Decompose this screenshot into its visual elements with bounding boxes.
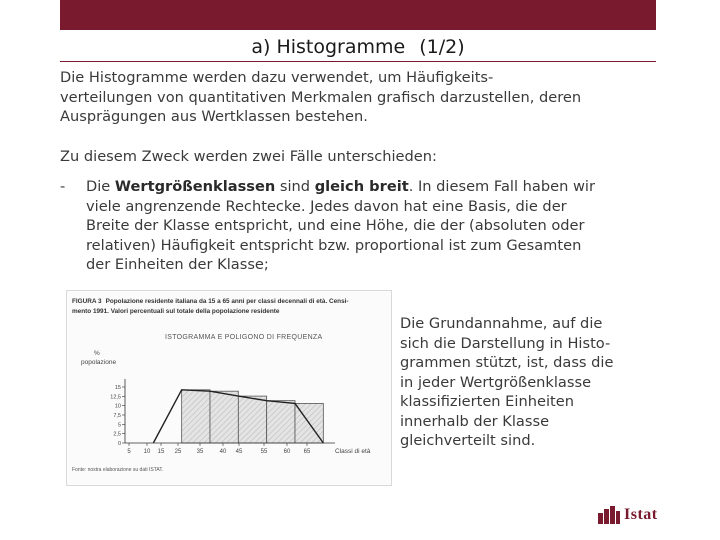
x-tick-label: 5: [127, 449, 131, 455]
x-tick-label: 25: [174, 449, 182, 455]
figure-caption-line1: [72, 298, 349, 305]
chart-source: Fonte: nostra elaborazione su dati ISTAT.: [72, 467, 164, 473]
istat-logo-icon: [598, 506, 620, 524]
x-axis-label: Classi di età: [335, 448, 371, 455]
x-tick-label: 60: [283, 449, 291, 455]
histogram-bar: [238, 396, 266, 443]
x-tick-label: 40: [219, 449, 227, 455]
side-note-line: gleichverteilt sind.: [400, 432, 536, 449]
side-note-line: in jeder Wertgrößenklasse: [400, 373, 592, 391]
x-tick-label: 55: [260, 449, 268, 455]
x-tick-label: 65: [303, 449, 311, 455]
side-note-line: sich die Darstellung in Histo-: [400, 334, 611, 352]
intro-paragraph: [60, 68, 660, 127]
histogram-figure: [66, 290, 392, 486]
y-tick-label: 5: [117, 422, 121, 429]
figure-caption-text: Popolazione residente italiana da 15 a 65 anni per classi decennali di età. Censi-: [105, 298, 349, 305]
bullet-line: viele angrenzende Rechtecke. Jedes davon hat eine Basis, die der: [86, 197, 567, 215]
bullet-text: . In diesem Fall haben wir: [408, 178, 595, 195]
x-tick-label: 45: [235, 449, 243, 455]
histogram-bar: [182, 390, 210, 443]
intro-line: Die Histogramme werden dazu verwendet, um Häufigkeits-: [60, 69, 494, 86]
intro-line: verteilungen von quantitativen Merkmalen grafisch darzustellen, deren: [60, 88, 582, 106]
side-note-line: innerhalb der Klasse: [400, 412, 550, 430]
title-part: (1/2): [419, 36, 465, 58]
y-tick-label: 2,5: [113, 431, 121, 438]
bullet-line: Breite der Klasse entspricht, und eine Höhe, die der (absoluten oder: [86, 217, 585, 234]
figure-caption-line2: mento 1991. Valori percentuali sul totale della popolazione residente: [72, 308, 280, 315]
bullet-line: [86, 177, 676, 197]
y-axis-label-unit: %: [94, 350, 100, 357]
side-note-line: Die Grundannahme, auf die: [400, 315, 603, 332]
y-tick-label: 10: [114, 403, 121, 410]
histogram-chart: [67, 291, 391, 485]
side-note-line: klassifizierten Einheiten: [400, 393, 574, 410]
intro-line: Ausprägungen aus Wertklassen bestehen.: [60, 108, 368, 125]
bullet-line: relativen) Häufigkeit entspricht bzw. proportional ist zum Gesamten: [86, 236, 582, 254]
bullet-item: [60, 177, 676, 275]
side-note-line: grammen stützt, ist, dass die: [400, 354, 614, 371]
x-tick-label: 15: [157, 449, 165, 455]
bullet-line: der Einheiten der Klasse;: [86, 256, 269, 273]
header-bar: [60, 0, 656, 30]
chart-title: ISTOGRAMMA E POLIGONO DI FREQUENZA: [165, 334, 323, 341]
bullet-bold-term: gleich breit: [314, 178, 409, 195]
y-tick-label: 0: [117, 441, 121, 447]
istat-logo-text: Istat: [624, 506, 658, 523]
bullet-text: Die: [86, 178, 115, 195]
histogram-bar: [267, 401, 295, 443]
cases-paragraph: Zu diesem Zweck werden zwei Fälle unterschieden:: [60, 148, 437, 165]
histogram-bar: [210, 391, 238, 443]
side-note: [400, 314, 650, 451]
bullet-text: sind: [275, 178, 315, 195]
bullet-dash: -: [60, 178, 66, 195]
y-tick-label: 15: [114, 385, 121, 391]
page-title: [60, 36, 656, 62]
figure-caption-label: FIGURA 3: [72, 298, 102, 305]
title-main: a) Histogramme: [251, 36, 406, 58]
x-tick-label: 10: [143, 449, 151, 455]
y-axis-label: popolazione: [81, 359, 117, 366]
istat-logo: [598, 505, 658, 525]
bullet-bold-term: Wertgrößenklassen: [114, 178, 276, 195]
y-tick-label: 7,5: [113, 413, 121, 419]
x-tick-label: 35: [196, 449, 204, 455]
y-tick-label: 12,5: [110, 394, 121, 401]
